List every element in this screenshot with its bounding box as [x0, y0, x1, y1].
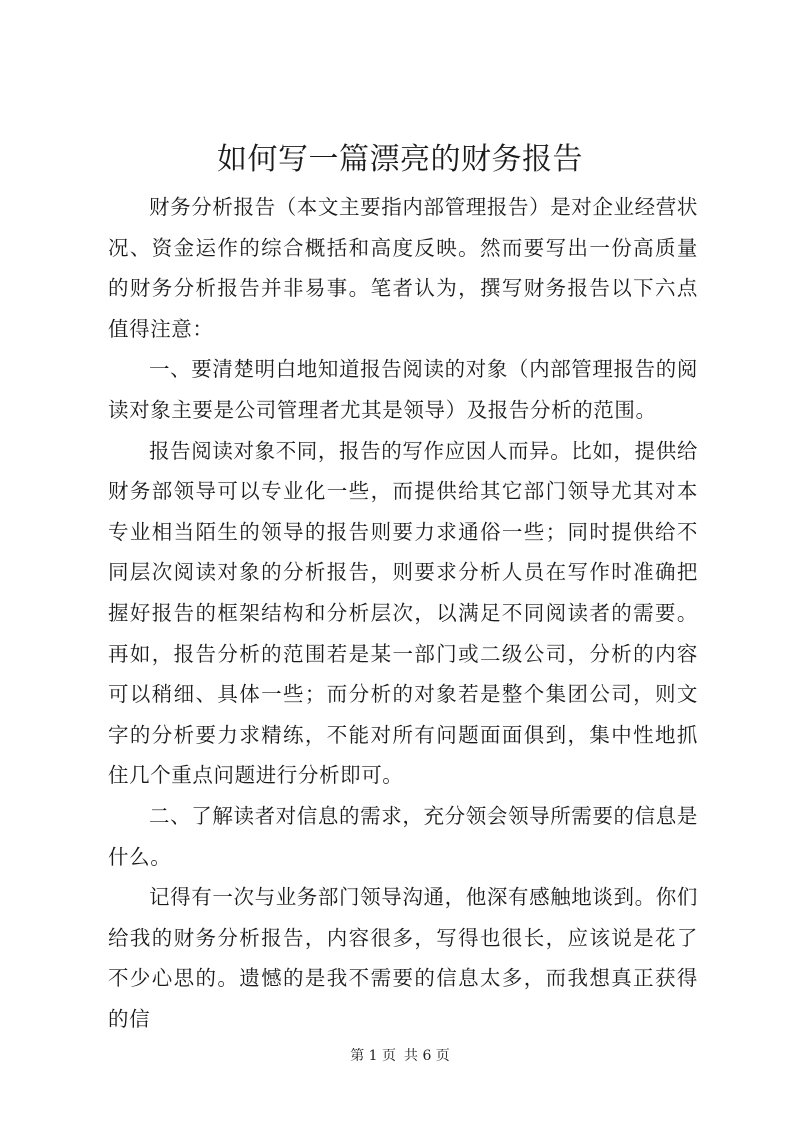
page-total: 共 6 页	[404, 1048, 450, 1064]
paragraph: 二、了解读者对信息的需求，充分领会领导所需要的信息是什么。	[108, 803, 698, 869]
paragraph: 报告阅读对象不同，报告的写作应因人而异。比如，提供给财务部领导可以专业化一些，而提供给其它部门领导尤其对本专业相当陌生的领导的报告则要力求通俗一些；同时提供给不同层次阅读对象的分析报告，则要求分析人员在写作时准确把握好报告的框架结构和分析层次，以满足不同阅读者的需要。再如，报告分析的范围若是某一部门或二级公司，分析的内容可以稍细、具体一些；而分析的对象若是整个集团公司，则文字的分析要力求精练，不能对所有问题面面俱到，集中性地抓住几个重点问题进行分析即可。	[108, 438, 698, 788]
page-footer	[0, 1046, 800, 1066]
document-body	[108, 187, 698, 1039]
paragraph: 记得有一次与业务部门领导沟通，他深有感触地谈到。你们给我的财务分析报告，内容很多，写得也很长，应该说是花了不少心思的。遗憾的是我不需要的信息太多，而我想真正获得的信	[108, 885, 698, 1031]
paragraph: 财务分析报告（本文主要指内部管理报告）是对企业经营状况、资金运作的综合概括和高度反映。然而要写出一份高质量的财务分析报告并非易事。笔者认为，撰写财务报告以下六点值得注意：	[108, 195, 698, 341]
paragraph: 一、要清楚明白地知道报告阅读的对象（内部管理报告的阅读对象主要是公司管理者尤其是领导）及报告分析的范围。	[108, 357, 698, 422]
document-title: 如何写一篇漂亮的财务报告	[217, 142, 583, 177]
page-number: 第 1 页	[350, 1048, 396, 1064]
